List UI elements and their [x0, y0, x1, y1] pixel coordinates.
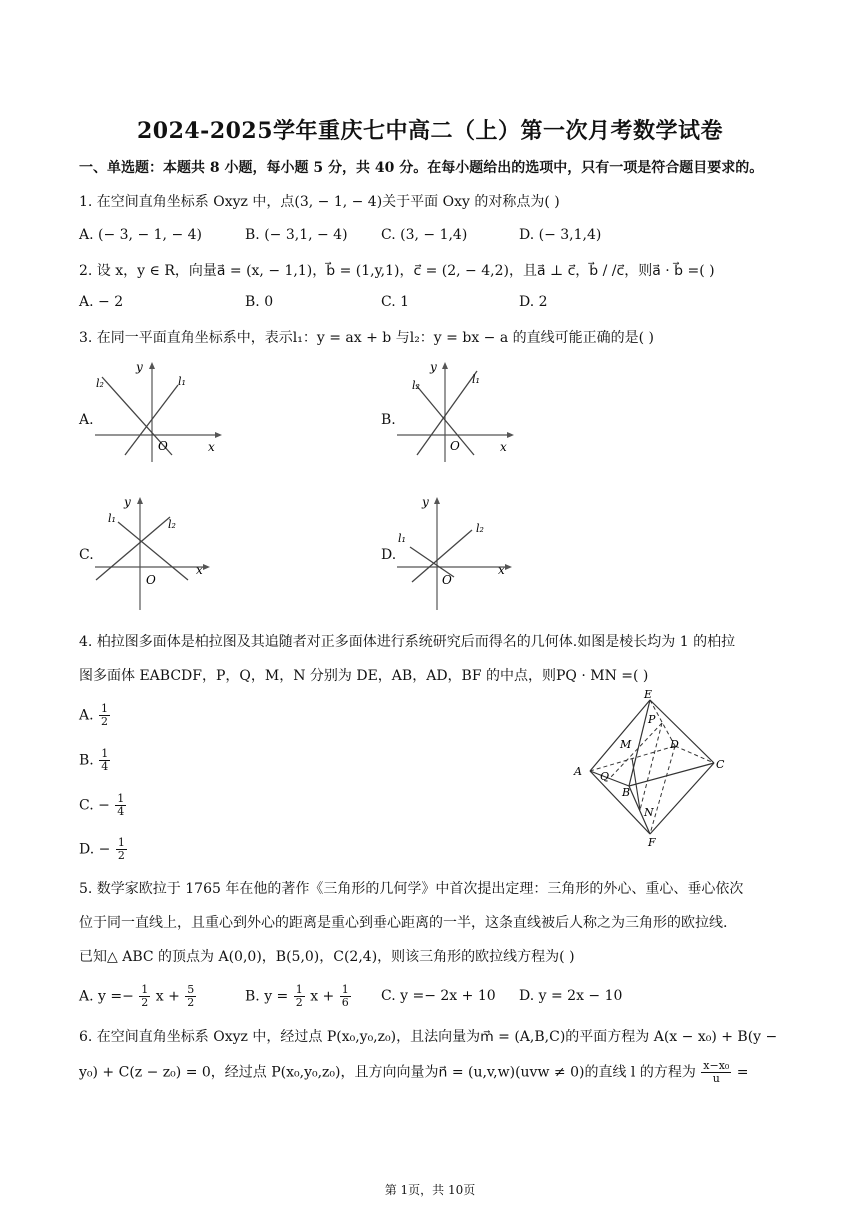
line-l1-label: l₁	[398, 532, 406, 545]
option-label: C. −	[79, 797, 110, 814]
question-5-line-2: 位于同一直线上，且重心到外心的距离是重心到垂心距离的一半，这条直线被后人称之为三角形的欧拉线.	[79, 915, 728, 931]
line-l2-label: l₂	[412, 379, 420, 392]
question-2-stem: 2. 设 x，y ∈ R，向量a⃗ = (x, − 1,1)，b⃗ = (1,y,1)，c⃗ = (2, − 4,2)，且a⃗ ⊥ c⃗，b⃗ / /c⃗，则a⃗ · b⃗ =( )	[79, 263, 715, 279]
question-4-option-c	[79, 793, 127, 818]
fraction	[99, 748, 110, 773]
axis-origin-label: O	[450, 439, 460, 453]
question-4-stem-line-1: 4. 柏拉图多面体是柏拉图及其追随者对正多面体进行系统研究后而得名的几何体.如图是棱长均为 1 的柏拉	[79, 634, 736, 650]
question-2-option-a: A. − 2	[79, 294, 124, 310]
fraction	[99, 703, 110, 728]
question-3-graph-c	[90, 492, 230, 612]
axis-x-label: x	[196, 563, 203, 577]
question-3-option-b: B.	[381, 412, 396, 428]
question-4-option-b	[79, 748, 111, 773]
axis-x-label: x	[208, 440, 215, 454]
point-label-n: N	[644, 806, 654, 819]
line-l2-label: l₂	[476, 522, 484, 535]
denominator: u	[712, 1072, 720, 1085]
fraction	[294, 984, 305, 1009]
question-1-stem: 1. 在空间直角坐标系 Oxyz 中，点(3, − 1, − 4)关于平面 Oxy 的对称点为( )	[79, 194, 560, 210]
question-6-line-2	[79, 1060, 749, 1085]
question-2-option-d: D. 2	[519, 294, 548, 310]
line-l1-label: l₁	[178, 375, 186, 388]
question-4-stem-line-2: 图多面体 EABCDF，P，Q，M，N 分别为 DE，AB，AD，BF 的中点，则PQ · MN =( )	[79, 668, 649, 684]
exam-title: 2024-2025学年重庆七中高二（上）第一次月考数学试卷	[136, 118, 724, 144]
axis-x-label: x	[500, 440, 507, 454]
denominator: 4	[101, 760, 109, 773]
question-3-graph-b	[392, 357, 532, 467]
denominator: 2	[187, 996, 195, 1009]
numerator: 1	[341, 983, 349, 996]
denominator: 4	[117, 805, 125, 818]
numerator: x−x₀	[703, 1059, 730, 1072]
numerator: 1	[101, 702, 109, 715]
axis-y-label: y	[422, 495, 429, 509]
question-3-graph-d	[392, 492, 532, 612]
axis-origin-label: O	[442, 573, 452, 587]
point-label-m: M	[620, 738, 632, 751]
question-3-option-a: A.	[79, 412, 94, 428]
axis-x-label: x	[498, 563, 505, 577]
question-6-line-1: 6. 在空间直角坐标系 Oxyz 中，经过点 P(x₀,y₀,z₀)，且法向量为m⃗ = (A,B,C)的平面方程为 A(x − x₀) + B(y −	[79, 1029, 778, 1045]
axis-y-label: y	[124, 495, 131, 509]
question-3-option-c: C.	[79, 547, 94, 563]
fraction	[139, 984, 150, 1009]
option-label: B.	[79, 752, 94, 769]
question-3-graph-a	[90, 357, 230, 467]
vertex-label-f: F	[648, 836, 656, 849]
option-label: D. −	[79, 841, 111, 858]
line-l1-label: l₁	[472, 373, 480, 386]
question-2-option-b: B. 0	[245, 294, 274, 310]
equals-sign: =	[736, 1064, 749, 1081]
option-text: B. y =	[245, 988, 289, 1005]
question-5-option-d: D. y = 2x − 10	[519, 988, 623, 1004]
denominator: 2	[117, 849, 125, 862]
question-6-line-2-text: y₀) + C(z − z₀) = 0，经过点 P(x₀,y₀,z₀)，且方向向量为n⃗ = (u,v,w)(uvw ≠ 0)的直线 l 的方程为	[79, 1064, 696, 1081]
vertex-label-c: C	[716, 758, 725, 771]
question-1-option-d: D. (− 3,1,4)	[519, 227, 602, 243]
page-footer: 第 1页，共 10页	[384, 1183, 476, 1197]
question-3-stem: 3. 在同一平面直角坐标系中，表示l₁：y = ax + b 与l₂：y = bx − a 的直线可能正确的是( )	[79, 330, 655, 346]
axis-y-label: y	[430, 360, 437, 374]
vertex-label-e: E	[644, 688, 653, 701]
option-text: A. y =−	[79, 988, 134, 1005]
numerator: 5	[187, 983, 195, 996]
numerator: 1	[141, 983, 149, 996]
question-5-option-a	[79, 984, 197, 1009]
question-2-option-c: C. 1	[381, 294, 410, 310]
line-l2-label: l₂	[96, 377, 104, 390]
fraction	[340, 984, 351, 1009]
numerator: 1	[117, 792, 125, 805]
axis-origin-label: O	[158, 439, 168, 453]
question-5-line-1: 5. 数学家欧拉于 1765 年在他的著作《三角形的几何学》中首次提出定理：三角形的外心、重心、垂心依次	[79, 881, 744, 897]
option-text: x +	[155, 988, 180, 1005]
denominator: 2	[141, 996, 149, 1009]
question-4-option-d	[79, 837, 128, 862]
octahedron-figure	[568, 686, 738, 851]
numerator: 1	[295, 983, 303, 996]
numerator: 1	[101, 747, 109, 760]
axis-y-label: y	[136, 360, 143, 374]
denominator: 2	[295, 996, 303, 1009]
option-label: A.	[79, 707, 94, 724]
vertex-label-d: D	[670, 738, 679, 751]
question-3-option-d: D.	[381, 547, 397, 563]
point-label-q: Q	[600, 770, 610, 783]
question-5-option-c: C. y =− 2x + 10	[381, 988, 496, 1004]
point-label-p: P	[648, 713, 656, 726]
option-text: x +	[310, 988, 335, 1005]
question-1-option-a: A. (− 3, − 1, − 4)	[79, 227, 202, 243]
denominator: 2	[101, 715, 109, 728]
fraction	[116, 837, 127, 862]
fraction	[701, 1060, 731, 1085]
fraction	[185, 984, 196, 1009]
denominator: 6	[341, 996, 349, 1009]
line-l1-label: l₁	[108, 512, 116, 525]
fraction	[115, 793, 126, 818]
question-5-option-b	[245, 984, 352, 1009]
question-1-option-b: B. (− 3,1, − 4)	[245, 227, 348, 243]
question-4-option-a	[79, 703, 111, 728]
axis-origin-label: O	[146, 573, 156, 587]
section-heading: 一、单选题：本题共 8 小题，每小题 5 分，共 40 分。在每小题给出的选项中，只有一项是符合题目要求的。	[79, 160, 764, 176]
question-1-option-c: C. (3, − 1,4)	[381, 227, 468, 243]
vertex-label-a: A	[574, 765, 582, 778]
line-l2-label: l₂	[168, 518, 176, 531]
question-5-line-3: 已知△ ABC 的顶点为 A(0,0)，B(5,0)，C(2,4)，则该三角形的欧拉线方程为( )	[79, 949, 575, 965]
numerator: 1	[117, 836, 125, 849]
vertex-label-b: B	[622, 786, 631, 799]
